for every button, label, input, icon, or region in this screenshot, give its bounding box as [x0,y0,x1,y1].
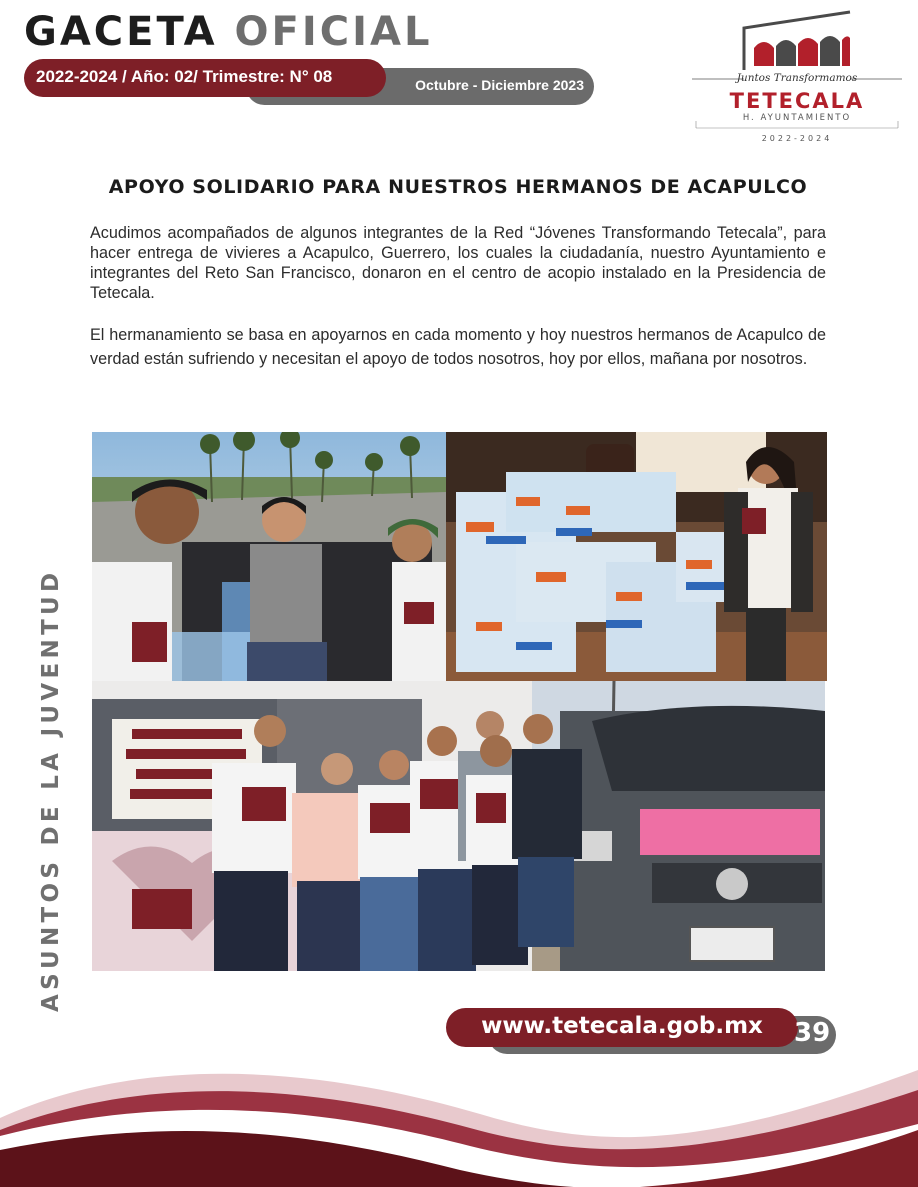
logo-name: TETECALA [729,89,865,113]
issue-info-text: 2022-2024 / Año: 02/ Trimestre: N° 08 [36,67,333,86]
photo-water-donations [446,432,827,681]
photo-group-van-truck [92,681,825,971]
article-paragraph-1: Acudimos acompañados de algunos integrantes de la Red “Jóvenes Transformando Tetecala”, para hacer entrega de vivieres a Acapulco, Guerrero, los cuales la ciudadanía, nuestro Ayuntamiento e integrantes del Reto San Francisco, donaron en el centro de acopio instalado en la Presidencia de Tetecala. [90,224,826,302]
website-link[interactable] [446,1008,798,1047]
issue-pill [24,59,386,97]
logo-tagline: Juntos Transformamos [736,72,858,84]
tetecala-logo [692,8,902,146]
article-paragraph-2: El hermanamiento se basa en apoyarnos en cada momento y hoy nuestros hermanos de Acapulco de verdad están sufriendo y necesitan el apoyo de todos nosotros, hoy por ellos, mañana por nosotros. [90,326,826,368]
photo-beach-selfie [92,432,446,681]
logo-years: 2022-2024 [761,134,833,143]
gazette-title-word2: OFICIAL [234,9,433,55]
gazette-title-word1: GACETA [24,9,218,55]
gazette-title [24,8,432,56]
website-text[interactable]: www.tetecala.gob.mx [481,1013,763,1039]
logo-subtitle: H. AYUNTAMIENTO [742,113,852,123]
section-label: ASUNTOS DE LA JUVENTUD [38,568,64,1012]
page-number: 39 [794,1018,831,1048]
period-text: Octubre - Diciembre 2023 [415,77,584,93]
article-title: APOYO SOLIDARIO PARA NUESTROS HERMANOS DE ACAPULCO [108,176,808,198]
